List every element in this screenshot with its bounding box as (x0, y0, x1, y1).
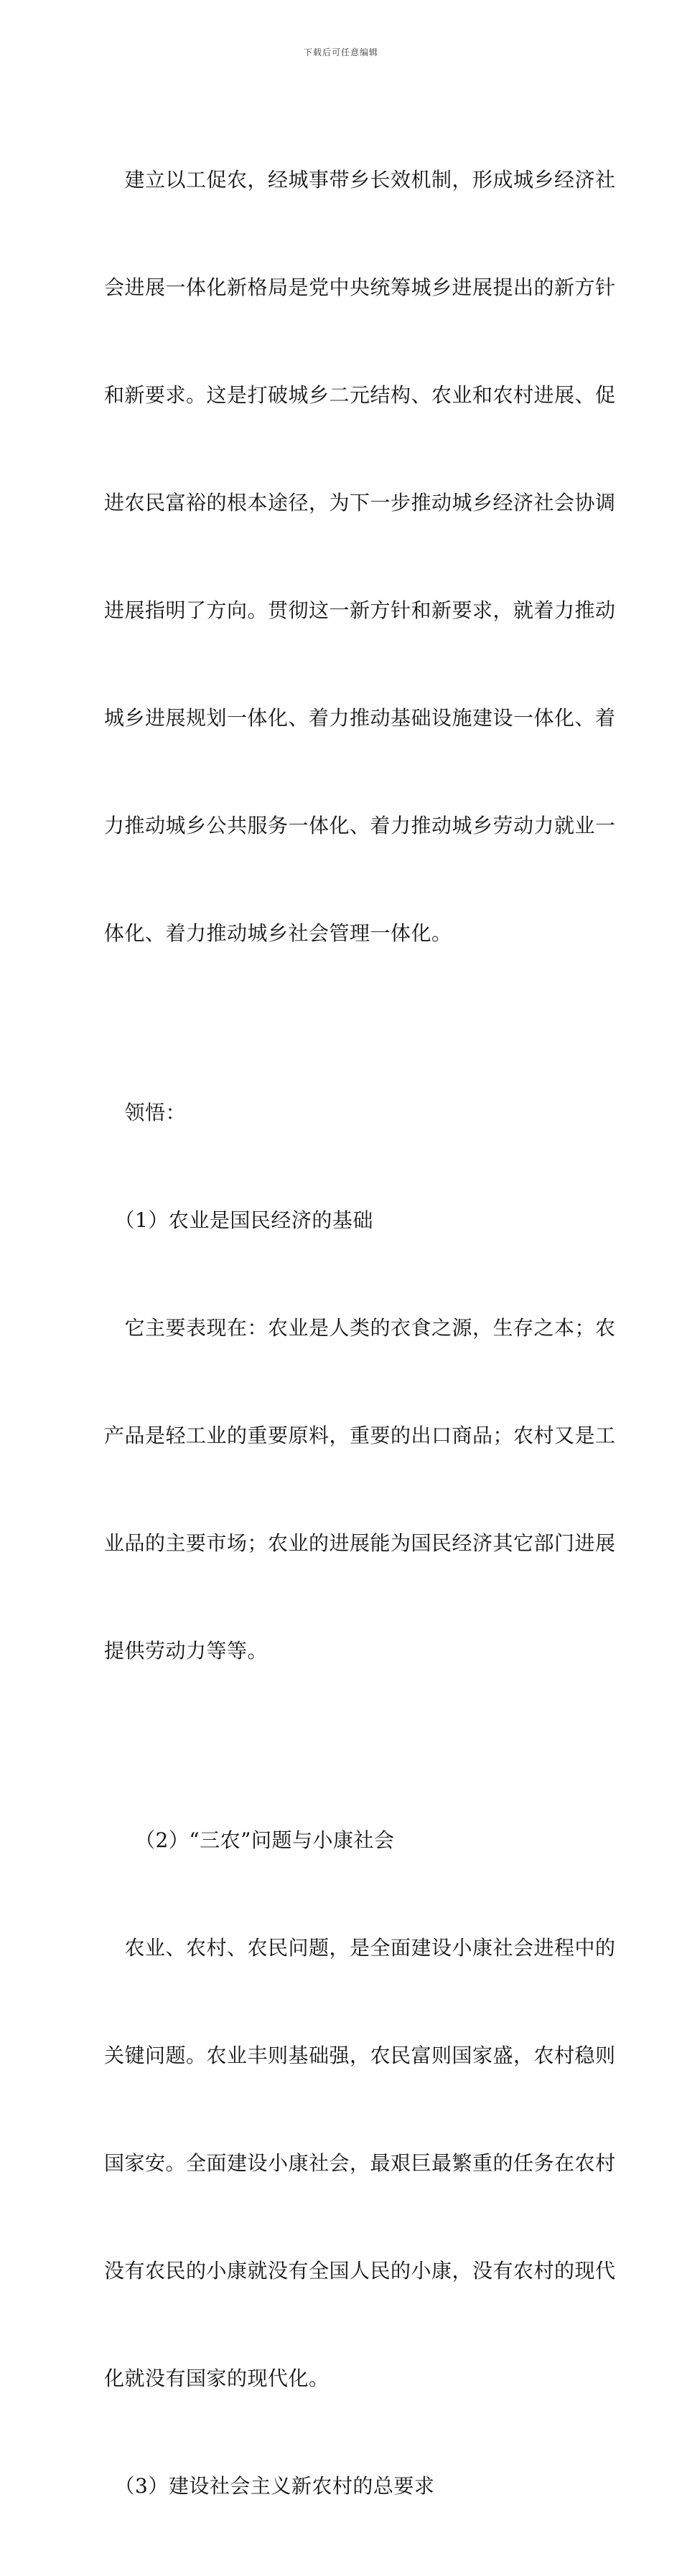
text-line: 没有农民的小康就没有全国人民的小康，没有农村的现代 (104, 2259, 616, 2283)
text-line: 体化、着力推动城乡社会管理一体化。 (104, 921, 452, 945)
text-line: 提供劳动力等等。 (104, 1639, 268, 1663)
paragraph-intro (104, 90, 616, 1023)
text-line: 建立以工促农，经城事带乡长效机制，形成城乡经济社 (104, 168, 616, 192)
paragraph-three-rural (104, 1751, 616, 2576)
text-line: 农业、农村、农民问题，是全面建设小康社会进程中的 (104, 1936, 616, 1960)
document-body (104, 90, 616, 2576)
text-line: 和新要求。这是打破城乡二元结构、农业和农村进展、促 (104, 383, 616, 407)
section-heading: （2）“三农”问题与小康社会 (104, 1828, 395, 1852)
text-line: 国家安。全面建设小康社会，最艰巨最繁重的任务在农村 (104, 2151, 616, 2175)
text-line: 产品是轻工业的重要原料，重要的出口商品；农村又是工 (104, 1424, 616, 1447)
text-line: 进展指明了方向。贯彻这一新方针和新要求，就着力推动 (104, 598, 616, 622)
section-heading: （1）农业是国民经济的基础 (104, 1208, 373, 1232)
paragraph-understanding (104, 1023, 616, 1741)
spacer (104, 1741, 581, 1751)
text-line: 进农民富裕的根本途径，为下一步推动城乡经济社会协调 (104, 491, 616, 514)
text-line: 化就没有国家的现代化。 (104, 2366, 330, 2390)
text-line: 业品的主要市场；农业的进展能为国民经济其它部门进展 (104, 1531, 616, 1555)
text-line: 关键问题。农业丰则基础强，农民富则国家盛，农村稳则 (104, 2044, 616, 2067)
section-label: 领悟： (104, 1101, 187, 1124)
text-line: 它主要表现在：农业是人类的衣食之源，生存之本；农 (104, 1316, 616, 1340)
section-heading: （3）建设社会主义新农村的总要求 (104, 2474, 435, 2498)
text-line: 会进展一体化新格局是党中央统筹城乡进展提出的新方针 (104, 276, 616, 299)
text-line: 城乡进展规划一体化、着力推动基础设施建设一体化、着 (104, 706, 616, 730)
page-header: 下载后可任意编辑 (303, 47, 378, 57)
text-line: 力推动城乡公共服务一体化、着力推动城乡劳动力就业一 (104, 814, 616, 837)
